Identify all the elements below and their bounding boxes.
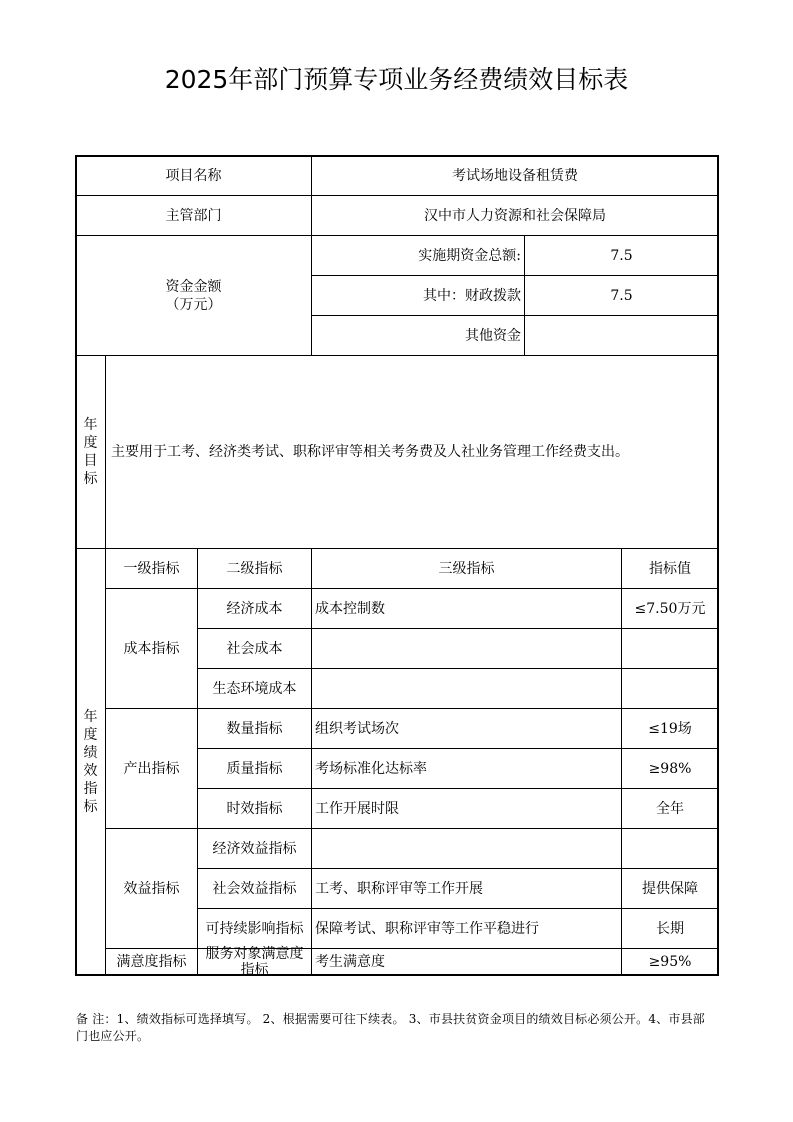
satisfaction-value: ≥95% [621,948,719,976]
footnote: 备 注：1、绩效指标可选择填写。 2、根据需要可往下续表。 3、市县扶贫资金项目的绩效目标必须公开。4、市县部门也应公开。 [76,1012,705,1043]
output-level3: 组织考试场次 [311,708,622,749]
funds-unit: （万元） [165,296,222,313]
benefit-value: 提供保障 [621,868,719,909]
satisfaction-level2-line: 指标 [240,962,269,978]
annual-goal-char: 目 [83,453,98,469]
department-value: 汉中市人力资源和社会保障局 [311,195,719,236]
performance-label [75,548,106,976]
performance-char: 年 [83,709,98,725]
funds-fiscal-value: 7.5 [524,275,719,316]
annual-goal-char: 度 [83,435,98,451]
project-name-label: 项目名称 [75,155,312,196]
funds-other-label: 其他资金 [311,315,525,356]
benefit-level3: 工考、职称评审等工作开展 [311,868,622,909]
cost-value: ≤7.50万元 [621,588,719,629]
cost-level2: 社会成本 [197,628,312,669]
benefit-value [621,828,719,869]
output-value: ≤19场 [621,708,719,749]
output-level1: 产出指标 [105,708,198,829]
satisfaction-level1: 满意度指标 [105,948,198,976]
performance-char: 标 [83,799,98,815]
performance-char: 绩 [83,745,98,761]
satisfaction-level2-line: 服务对象满意度 [205,946,304,962]
benefit-level3: 保障考试、职称评审等工作平稳进行 [311,908,622,949]
output-value: ≥98% [621,748,719,789]
performance-char: 指 [83,781,98,797]
benefit-level3 [311,828,622,869]
page-title: 2025年部门预算专项业务经费绩效目标表 [164,65,629,94]
performance-char: 度 [83,727,98,743]
funds-total-value: 7.5 [524,235,719,276]
cost-level3 [311,668,622,709]
cost-level2: 经济成本 [197,588,312,629]
output-level3: 考场标准化达标率 [311,748,622,789]
cost-level1: 成本指标 [105,588,198,709]
output-level2: 质量指标 [197,748,312,789]
benefit-level2: 可持续影响指标 [197,908,312,949]
output-level2: 时效指标 [197,788,312,829]
satisfaction-level2 [197,948,312,976]
annual-goal-text: 主要用于工考、经济类考试、职称评审等相关考务费及人社业务管理工作经费支出。 [105,355,719,549]
benefit-level1: 效益指标 [105,828,198,949]
benefit-level2: 社会效益指标 [197,868,312,909]
header-level1: 一级指标 [105,548,198,589]
funds-fiscal-label: 其中：财政拨款 [311,275,525,316]
satisfaction-level3: 考生满意度 [311,948,622,976]
funds-label: 资金金额 [165,278,222,295]
output-value: 全年 [621,788,719,829]
performance-char: 效 [83,763,98,779]
header-level3: 三级指标 [311,548,622,589]
funds-label-cell [75,235,312,356]
output-level2: 数量指标 [197,708,312,749]
header-level2: 二级指标 [197,548,312,589]
cost-value [621,628,719,669]
cost-level3 [311,628,622,669]
output-level3: 工作开展时限 [311,788,622,829]
funds-total-label: 实施期资金总额: [311,235,525,276]
annual-goal-char: 年 [83,417,98,433]
benefit-value: 长期 [621,908,719,949]
department-label: 主管部门 [75,195,312,236]
funds-other-value [524,315,719,356]
header-value: 指标值 [621,548,719,589]
annual-goal-label [75,355,106,549]
cost-level3: 成本控制数 [311,588,622,629]
cost-value [621,668,719,709]
annual-goal-char: 标 [83,471,98,487]
project-name-value: 考试场地设备租赁费 [311,155,719,196]
benefit-level2: 经济效益指标 [197,828,312,869]
cost-level2: 生态环境成本 [197,668,312,709]
